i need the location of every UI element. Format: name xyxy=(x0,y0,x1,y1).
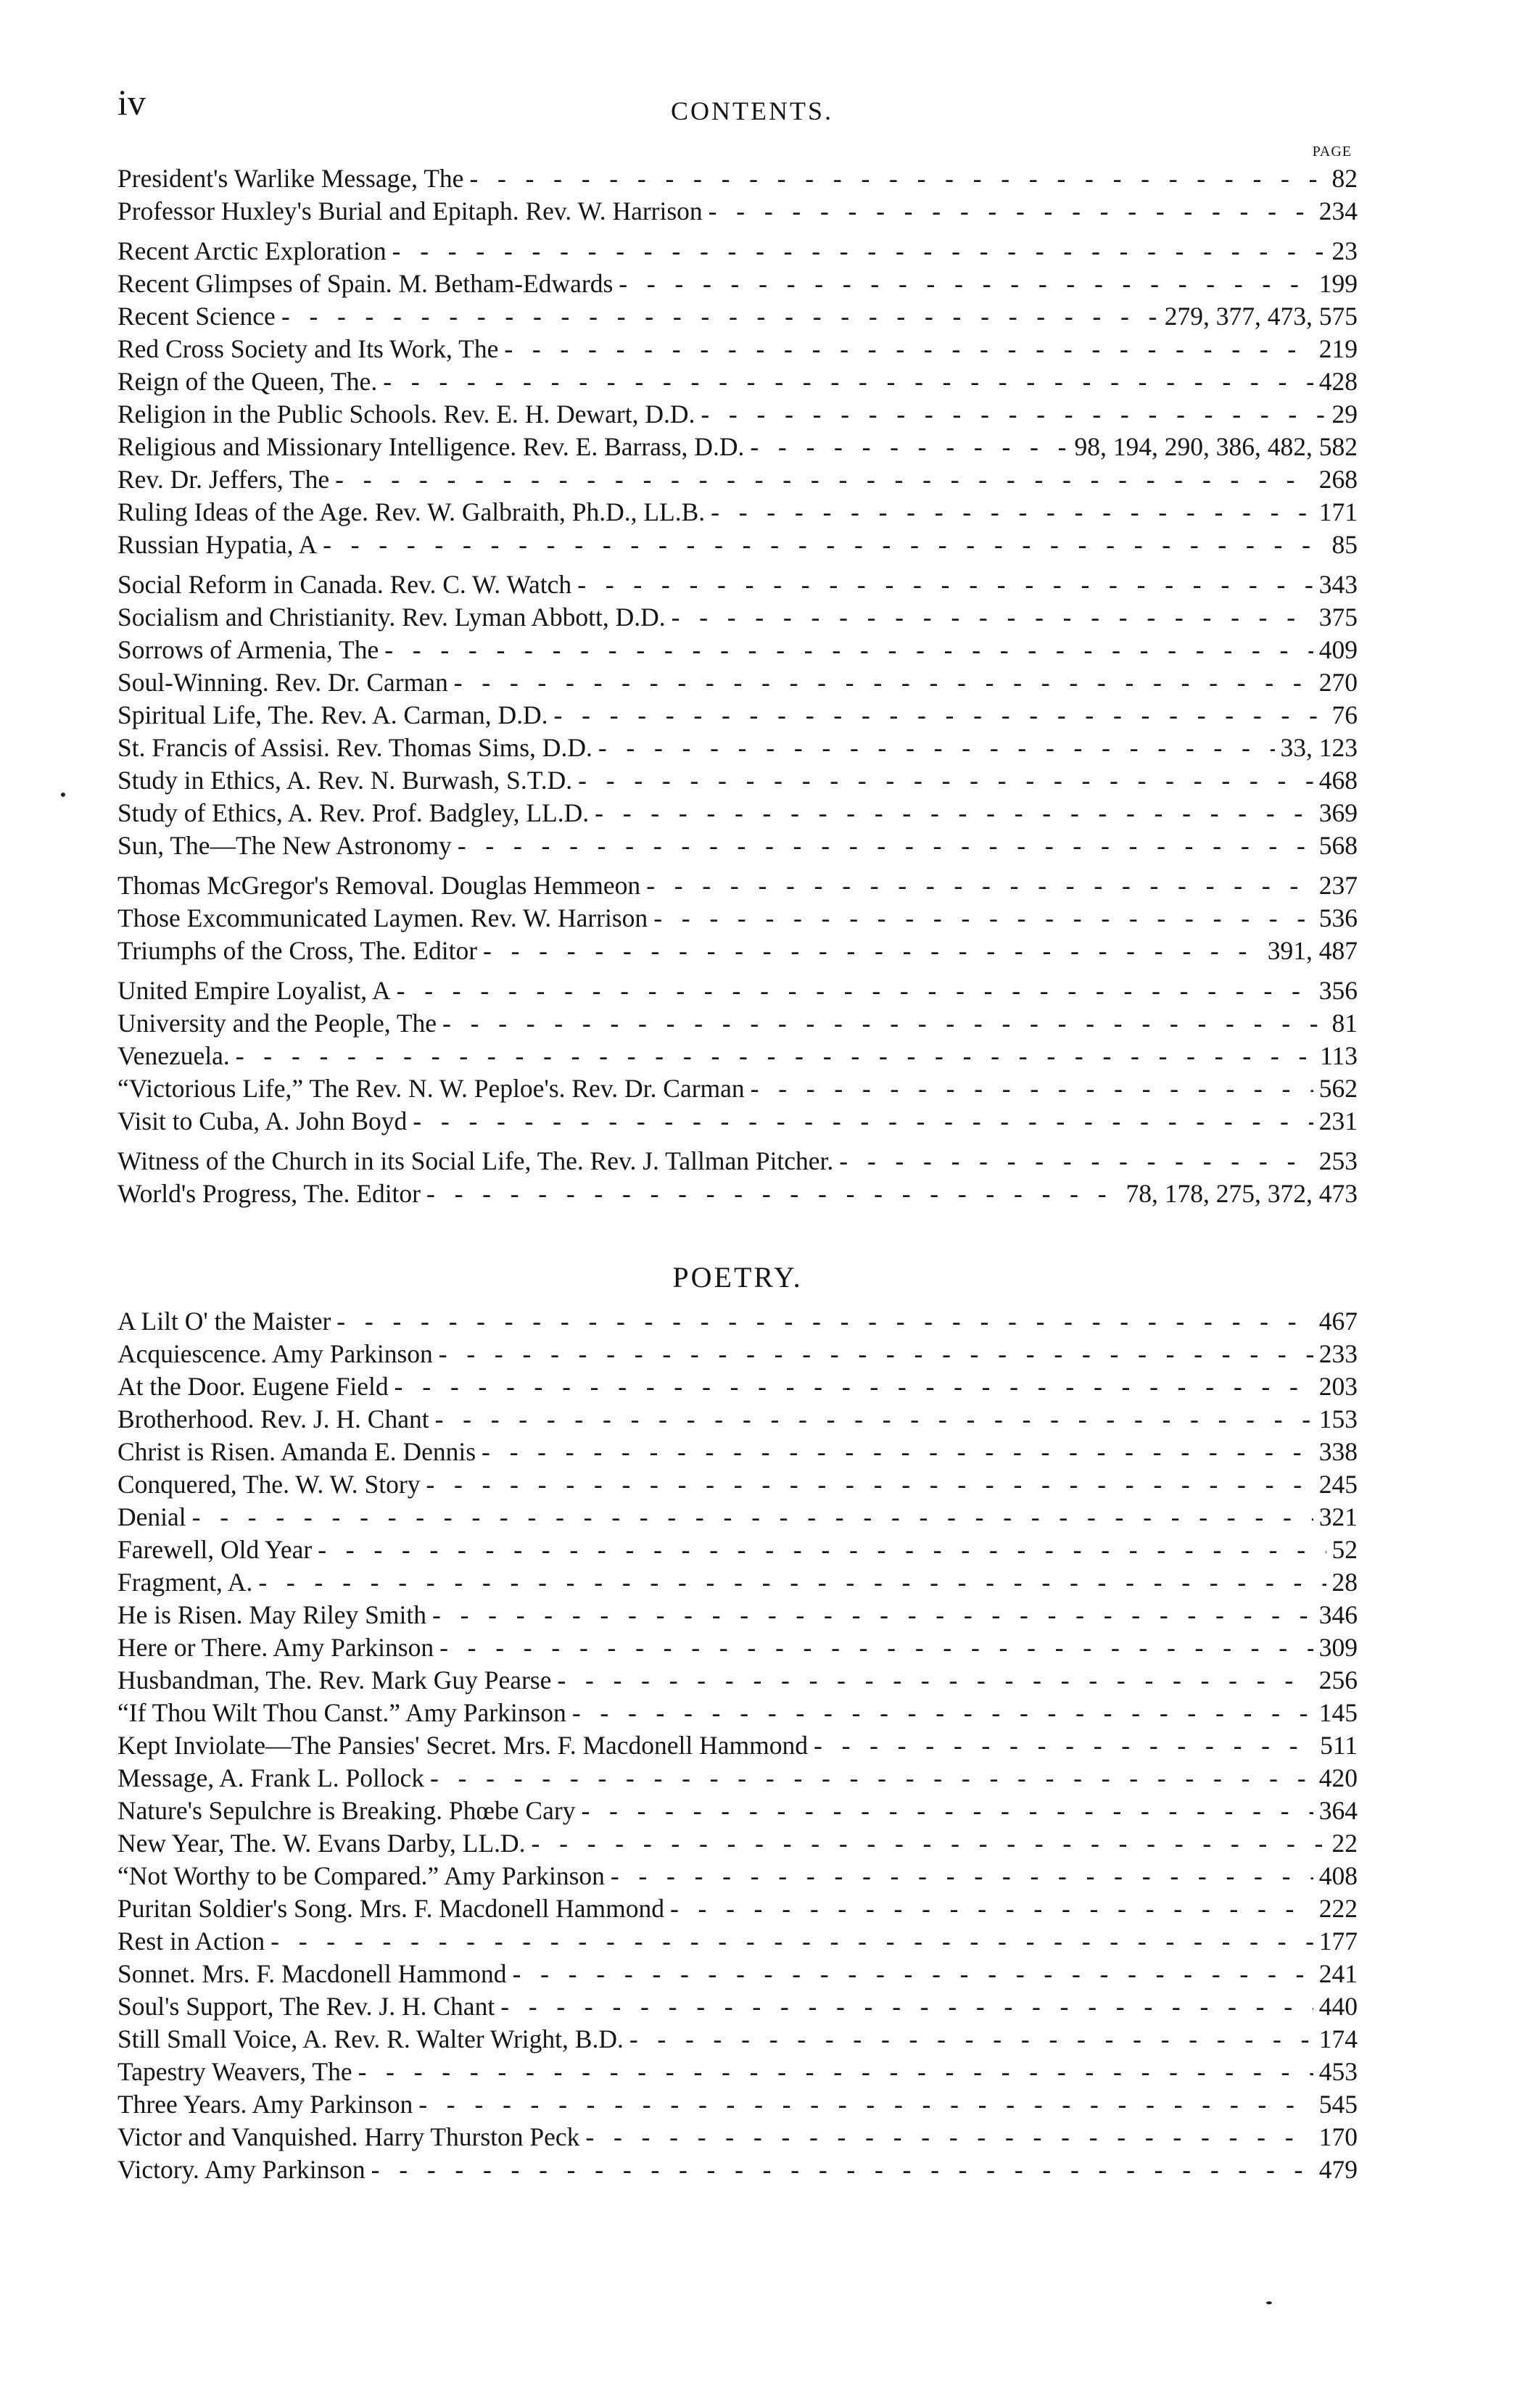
dot-leader xyxy=(557,1664,1313,1697)
entry-pages: 76 xyxy=(1331,700,1358,729)
entry-title: Sonnet. Mrs. F. Macdonell Hammond xyxy=(117,1959,507,1988)
toc-entry xyxy=(117,1007,1358,1040)
entry-title: Recent Glimpses of Spain. M. Betham-Edwards xyxy=(117,269,614,298)
toc-entry xyxy=(117,1925,1358,1958)
entry-title: A Lilt O' the Maister xyxy=(117,1307,331,1336)
dot-leader xyxy=(598,732,1275,764)
toc-entry xyxy=(117,732,1358,764)
entry-pages: 453 xyxy=(1318,2057,1358,2086)
running-head: CONTENTS. xyxy=(671,96,833,125)
toc-entry xyxy=(117,1860,1358,1892)
toc-entry xyxy=(117,2121,1358,2153)
entry-title: Victor and Vanquished. Harry Thurston Peck xyxy=(117,2122,580,2151)
entry-pages: 562 xyxy=(1318,1074,1358,1103)
entry-title: Recent Science xyxy=(117,302,276,331)
entry-pages: 98, 194, 290, 386, 482, 582 xyxy=(1074,432,1358,461)
entry-pages: 270 xyxy=(1318,668,1358,697)
toc-entry xyxy=(117,2056,1358,2088)
entry-title: Denial xyxy=(117,1502,186,1531)
toc-entry xyxy=(117,2023,1358,2056)
toc-entry xyxy=(117,1795,1358,1827)
dot-leader xyxy=(711,496,1313,529)
dot-leader xyxy=(504,333,1313,365)
dot-leader xyxy=(585,2121,1313,2153)
entry-title: “If Thou Wilt Thou Canst.” Amy Parkinson xyxy=(117,1698,566,1727)
page-column-label: PAGE xyxy=(1312,144,1352,160)
entry-pages: 153 xyxy=(1318,1404,1358,1433)
dot-leader xyxy=(581,1795,1313,1827)
entry-pages: 22 xyxy=(1331,1829,1358,1858)
entry-title: Russian Hypatia, A xyxy=(117,530,318,559)
entry-title: Visit to Cuba, A. John Boyd xyxy=(117,1106,408,1135)
entry-pages: 245 xyxy=(1318,1470,1358,1499)
entry-title: Socialism and Christianity. Rev. Lyman Abbott, D.D. xyxy=(117,603,666,632)
dot-leader xyxy=(258,1566,1326,1599)
contents-list xyxy=(117,162,1358,1210)
entry-title: Witness of the Church in its Social Life, The. Rev. J. Tallman Pitcher. xyxy=(117,1146,834,1175)
entry-title: “Not Worthy to be Compared.” Amy Parkinson xyxy=(117,1861,605,1890)
dot-leader xyxy=(629,2023,1313,2056)
toc-entry xyxy=(117,1958,1358,1990)
entry-title: Sun, The—The New Astronomy xyxy=(117,831,452,860)
entry-title: Message, A. Frank L. Pollock xyxy=(117,1763,425,1792)
entry-pages: 29 xyxy=(1331,400,1358,429)
dot-leader xyxy=(426,1468,1313,1501)
entry-pages: 203 xyxy=(1318,1372,1358,1401)
toc-entry xyxy=(117,1145,1358,1178)
entry-title: He is Risen. May Riley Smith xyxy=(117,1600,426,1629)
dot-leader xyxy=(814,1729,1314,1762)
entry-title: Farewell, Old Year xyxy=(117,1535,313,1564)
dot-leader xyxy=(458,829,1313,862)
dot-leader xyxy=(532,1827,1326,1860)
entry-title: Sorrows of Armenia, The xyxy=(117,635,379,664)
stray-mark xyxy=(1266,2301,1272,2304)
dot-leader xyxy=(430,1762,1313,1795)
dot-leader xyxy=(395,1370,1313,1403)
entry-title: United Empire Loyalist, A xyxy=(117,976,391,1005)
entry-title: Brotherhood. Rev. J. H. Chant xyxy=(117,1404,429,1433)
entry-pages: 145 xyxy=(1318,1698,1358,1727)
dot-leader xyxy=(513,1958,1313,1990)
dot-leader xyxy=(397,975,1313,1007)
dot-leader xyxy=(439,1631,1313,1664)
entry-title: Recent Arctic Exploration xyxy=(117,236,387,265)
dot-leader xyxy=(271,1925,1313,1958)
entry-pages: 81 xyxy=(1331,1009,1358,1038)
toc-entry xyxy=(117,1990,1358,2023)
dot-leader xyxy=(371,2153,1313,2186)
toc-entry xyxy=(117,1631,1358,1664)
entry-title: Tapestry Weavers, The xyxy=(117,2057,352,2086)
entry-pages: 222 xyxy=(1318,1894,1358,1923)
dot-leader xyxy=(554,699,1326,732)
toc-entry xyxy=(117,1762,1358,1795)
entry-title: Social Reform in Canada. Rev. C. W. Watch xyxy=(117,570,572,599)
entry-pages: 321 xyxy=(1318,1502,1358,1531)
poetry-list xyxy=(117,1305,1358,2186)
dot-leader xyxy=(653,902,1313,935)
entry-title: Rest in Action xyxy=(117,1927,265,1956)
entry-title: Kept Inviolate—The Pansies' Secret. Mrs. F. Macdonell Hammond xyxy=(117,1731,808,1760)
dot-leader xyxy=(611,1860,1313,1892)
toc-entry xyxy=(117,764,1358,797)
page-header xyxy=(117,81,1358,160)
entry-title: At the Door. Eugene Field xyxy=(117,1372,389,1401)
entry-title: Soul-Winning. Rev. Dr. Carman xyxy=(117,668,448,697)
entry-title: Conquered, The. W. W. Story xyxy=(117,1470,421,1499)
entry-title: Christ is Risen. Amanda E. Dennis xyxy=(117,1437,476,1466)
toc-entry xyxy=(117,1370,1358,1403)
entry-pages: 177 xyxy=(1318,1927,1358,1956)
entry-pages: 420 xyxy=(1318,1763,1358,1792)
dot-leader xyxy=(426,1178,1120,1210)
toc-entry xyxy=(117,2153,1358,2186)
dot-leader xyxy=(751,1072,1313,1105)
entry-pages: 241 xyxy=(1318,1959,1358,1988)
entry-pages: 256 xyxy=(1318,1666,1358,1695)
toc-entry xyxy=(117,869,1358,902)
toc-entry xyxy=(117,195,1358,228)
entry-title: Those Excommunicated Laymen. Rev. W. Harrison xyxy=(117,903,648,932)
toc-entry xyxy=(117,1338,1358,1370)
entry-title: “Victorious Life,” The Rev. N. W. Peploe's. Rev. Dr. Carman xyxy=(117,1074,745,1103)
dot-leader xyxy=(192,1501,1313,1534)
entry-title: Spiritual Life, The. Rev. A. Carman, D.D. xyxy=(117,700,548,729)
entry-title: Thomas McGregor's Removal. Douglas Hemmeon xyxy=(117,871,641,900)
toc-entry xyxy=(117,1566,1358,1599)
dot-leader xyxy=(454,666,1313,699)
entry-pages: 219 xyxy=(1318,334,1358,363)
toc-entry xyxy=(117,463,1358,496)
toc-entry xyxy=(117,935,1358,967)
entry-pages: 199 xyxy=(1318,269,1358,298)
entry-pages: 468 xyxy=(1318,766,1358,795)
entry-title: Red Cross Society and Its Work, The xyxy=(117,334,499,363)
toc-entry xyxy=(117,975,1358,1007)
dot-leader xyxy=(750,431,1068,463)
entry-title: Study in Ethics, A. Rev. N. Burwash, S.T.D. xyxy=(117,766,573,795)
toc-entry xyxy=(117,162,1358,195)
entry-title: Religion in the Public Schools. Rev. E. H. Dewart, D.D. xyxy=(117,400,695,429)
dot-leader xyxy=(358,2056,1313,2088)
entry-title: Triumphs of the Cross, The. Editor xyxy=(117,936,478,965)
toc-entry xyxy=(117,1040,1358,1072)
entry-pages: 52 xyxy=(1331,1535,1358,1564)
entry-title: World's Progress, The. Editor xyxy=(117,1179,421,1208)
toc-entry xyxy=(117,1403,1358,1436)
toc-entry xyxy=(117,2088,1358,2121)
dot-leader xyxy=(435,1403,1313,1436)
entry-title: St. Francis of Assisi. Rev. Thomas Sims, D.D. xyxy=(117,733,592,762)
entry-title: Fragment, A. xyxy=(117,1568,253,1597)
toc-entry xyxy=(117,268,1358,300)
toc-entry xyxy=(117,398,1358,431)
dot-leader xyxy=(392,235,1326,268)
toc-entry xyxy=(117,1697,1358,1729)
dot-leader xyxy=(578,764,1313,797)
dot-leader xyxy=(383,365,1313,398)
poetry-section-title: POETRY. xyxy=(672,1261,803,1294)
toc-entry xyxy=(117,1305,1358,1338)
dot-leader xyxy=(500,1990,1313,2023)
entry-title: New Year, The. W. Evans Darby, LL.D. xyxy=(117,1829,526,1858)
dot-leader xyxy=(336,1305,1313,1338)
entry-pages: 113 xyxy=(1320,1041,1358,1070)
dot-leader xyxy=(236,1040,1314,1072)
toc-entry xyxy=(117,1534,1358,1566)
dot-leader xyxy=(577,568,1313,601)
dot-leader xyxy=(670,1892,1313,1925)
dot-leader xyxy=(646,869,1313,902)
entry-title: Rev. Dr. Jeffers, The xyxy=(117,465,330,494)
toc-entry xyxy=(117,699,1358,732)
dot-leader xyxy=(442,1007,1326,1040)
entry-pages: 85 xyxy=(1331,530,1358,559)
entry-pages: 346 xyxy=(1318,1600,1358,1629)
dot-leader xyxy=(413,1105,1313,1138)
entry-pages: 356 xyxy=(1318,976,1358,1005)
entry-title: Nature's Sepulchre is Breaking. Phœbe Cary xyxy=(117,1796,576,1825)
toc-entry xyxy=(117,300,1358,333)
entry-pages: 279, 377, 473, 575 xyxy=(1164,302,1358,331)
entry-pages: 369 xyxy=(1318,798,1358,827)
toc-entry xyxy=(117,496,1358,529)
dot-leader xyxy=(483,935,1262,967)
entry-pages: 545 xyxy=(1318,2090,1358,2119)
toc-entry xyxy=(117,1892,1358,1925)
dot-leader xyxy=(572,1697,1313,1729)
dot-leader xyxy=(469,162,1326,195)
toc-entry xyxy=(117,902,1358,935)
toc-entry xyxy=(117,1501,1358,1534)
entry-title: Puritan Soldier's Song. Mrs. F. Macdonell Hammond xyxy=(117,1894,664,1923)
entry-pages: 408 xyxy=(1318,1861,1358,1890)
entry-pages: 268 xyxy=(1318,465,1358,494)
toc-entry xyxy=(117,1827,1358,1860)
entry-pages: 428 xyxy=(1318,367,1358,396)
entry-pages: 33, 123 xyxy=(1280,733,1358,762)
entry-title: Study of Ethics, A. Rev. Prof. Badgley, LL.D. xyxy=(117,798,590,827)
stray-mark xyxy=(61,793,65,797)
toc-entry xyxy=(117,1436,1358,1468)
entry-title: Acquiescence. Amy Parkinson xyxy=(117,1339,433,1368)
toc-entry xyxy=(117,797,1358,829)
entry-title: Reign of the Queen, The. xyxy=(117,367,378,396)
entry-pages: 82 xyxy=(1331,164,1358,193)
dot-leader xyxy=(281,300,1159,333)
toc-entry xyxy=(117,666,1358,699)
entry-pages: 309 xyxy=(1318,1633,1358,1662)
entry-title: Three Years. Amy Parkinson xyxy=(117,2090,413,2119)
page-number: iv xyxy=(117,82,146,123)
entry-title: Religious and Missionary Intelligence. Rev. E. Barrass, D.D. xyxy=(117,432,745,461)
entry-pages: 28 xyxy=(1331,1568,1358,1597)
entry-pages: 409 xyxy=(1318,635,1358,664)
entry-pages: 171 xyxy=(1318,497,1358,526)
entry-pages: 233 xyxy=(1318,1339,1358,1368)
entry-pages: 364 xyxy=(1318,1796,1358,1825)
dot-leader xyxy=(839,1145,1313,1178)
entry-pages: 174 xyxy=(1318,2024,1358,2053)
dot-leader xyxy=(335,463,1313,496)
entry-pages: 467 xyxy=(1318,1307,1358,1336)
entry-title: President's Warlike Message, The xyxy=(117,164,464,193)
dot-leader xyxy=(619,268,1313,300)
dot-leader xyxy=(482,1436,1313,1468)
toc-entry xyxy=(117,1599,1358,1631)
entry-pages: 78, 178, 275, 372, 473 xyxy=(1126,1179,1358,1208)
toc-entry xyxy=(117,1468,1358,1501)
entry-pages: 23 xyxy=(1331,236,1358,265)
dot-leader xyxy=(701,398,1326,431)
dot-leader xyxy=(709,195,1313,228)
dot-leader xyxy=(672,601,1313,634)
entry-pages: 536 xyxy=(1318,903,1358,932)
entry-pages: 253 xyxy=(1318,1146,1358,1175)
toc-entry xyxy=(117,1664,1358,1697)
toc-entry xyxy=(117,1072,1358,1105)
entry-title: Venezuela. xyxy=(117,1041,230,1070)
entry-pages: 343 xyxy=(1318,570,1358,599)
toc-entry xyxy=(117,568,1358,601)
entry-pages: 231 xyxy=(1318,1106,1358,1135)
entry-title: Here or There. Amy Parkinson xyxy=(117,1633,434,1662)
dot-leader xyxy=(318,1534,1326,1566)
toc-entry xyxy=(117,431,1358,463)
toc-entry xyxy=(117,634,1358,666)
entry-title: Soul's Support, The Rev. J. H. Chant xyxy=(117,1992,495,2021)
dot-leader xyxy=(439,1338,1313,1370)
entry-title: University and the People, The xyxy=(117,1009,437,1038)
toc-entry xyxy=(117,365,1358,398)
entry-pages: 338 xyxy=(1318,1437,1358,1466)
toc-entry xyxy=(117,235,1358,268)
dot-leader xyxy=(595,797,1313,829)
entry-title: Ruling Ideas of the Age. Rev. W. Galbraith, Ph.D., LL.B. xyxy=(117,497,706,526)
entry-pages: 511 xyxy=(1320,1731,1358,1760)
toc-entry xyxy=(117,1729,1358,1762)
dot-leader xyxy=(384,634,1313,666)
toc-entry xyxy=(117,333,1358,365)
dot-leader xyxy=(432,1599,1313,1631)
entry-pages: 479 xyxy=(1318,2155,1358,2184)
entry-pages: 170 xyxy=(1318,2122,1358,2151)
toc-entry xyxy=(117,829,1358,862)
entry-pages: 234 xyxy=(1318,196,1358,226)
entry-title: Husbandman, The. Rev. Mark Guy Pearse xyxy=(117,1666,552,1695)
entry-title: Still Small Voice, A. Rev. R. Walter Wright, B.D. xyxy=(117,2024,624,2053)
toc-entry xyxy=(117,1105,1358,1138)
dot-leader xyxy=(418,2088,1313,2121)
toc-entry xyxy=(117,529,1358,561)
entry-pages: 440 xyxy=(1318,1992,1358,2021)
entry-pages: 237 xyxy=(1318,871,1358,900)
entry-title: Victory. Amy Parkinson xyxy=(117,2155,366,2184)
entry-title: Professor Huxley's Burial and Epitaph. Rev. W. Harrison xyxy=(117,196,703,226)
toc-entry xyxy=(117,601,1358,634)
entry-pages: 568 xyxy=(1318,831,1358,860)
dot-leader xyxy=(323,529,1326,561)
entry-pages: 375 xyxy=(1318,603,1358,632)
entry-pages: 391, 487 xyxy=(1267,936,1358,965)
toc-entry xyxy=(117,1178,1358,1210)
